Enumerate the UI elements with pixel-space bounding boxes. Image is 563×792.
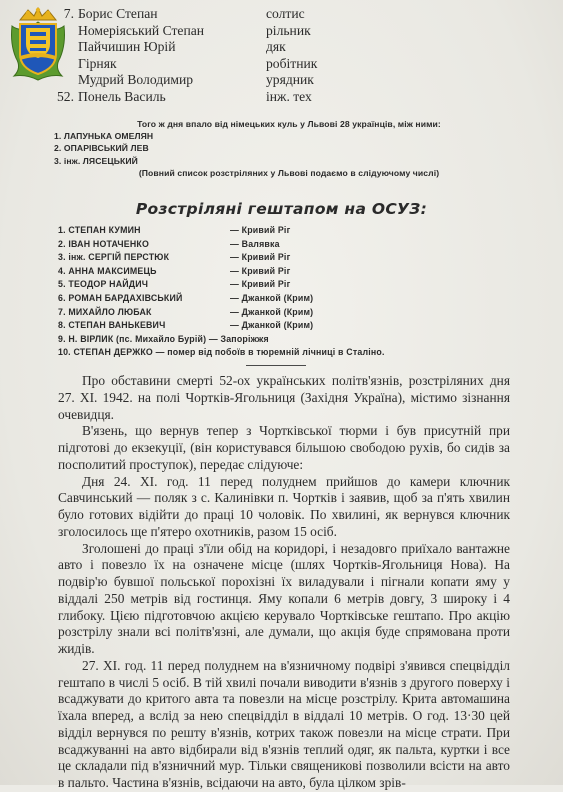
list-item xyxy=(58,278,528,292)
victim-entry: 9. Н. ВІРЛИК (пс. Михайло Бурій) — Запоріжжя xyxy=(58,333,269,344)
person-name: Мудрий Володимир xyxy=(78,72,194,88)
section-divider xyxy=(246,365,306,366)
list-item xyxy=(58,251,528,265)
victim-name: 7. МИХАЙЛО ЛЮБАК xyxy=(58,306,152,317)
list-item xyxy=(36,89,376,106)
victim-entry: 10. СТЕПАН ДЕРЖКО — помер від побоїв в тюремній лічниці в Сталіно. xyxy=(58,347,385,358)
list-item xyxy=(58,238,528,252)
section-heading: Розстріляні гештапом на ОСУЗ: xyxy=(135,200,428,218)
list-item xyxy=(36,6,376,23)
list-item xyxy=(58,306,528,320)
person-name: Номеріяський Степан xyxy=(78,22,205,38)
list-item: 3. інж. ЛЯСЕЦЬКИЙ xyxy=(54,155,138,166)
list-item xyxy=(58,346,528,360)
victim-name: 1. СТЕПАН КУМИН xyxy=(58,225,141,235)
lviv-victims-block xyxy=(54,118,524,179)
person-name: Борис Степан xyxy=(78,6,158,21)
list-item xyxy=(36,56,376,73)
victim-place: — Кривий Ріг xyxy=(230,279,291,290)
list-item xyxy=(58,265,528,279)
paragraph: Про обставини смерті 52-ох українських політв'язнів, розстріляних дня 27. XI. 1942. на полі Чортків-Ягольниця (Західня Україна), містимо зізнання очевидця. xyxy=(58,373,510,422)
list-item: 1. ЛАПУНЬКА ОМЕЛЯН xyxy=(54,131,154,142)
list-item xyxy=(58,224,528,238)
article-body xyxy=(58,373,510,792)
paragraph: Зголошені до праці з'їли обід на коридорі, і незадовго приїхало вантажне авто і повезло їх на означене місце (шлях Чортків-Ягольниця Нова). На подвір'ю бувшої польської порохізні їх виладували і пігнали копати яму у віддалі 250 метрів від гостинця. Яму копали 6 метрів довгу, 3 широку і 4 глибоку. Цією підготовчою акцією керувало Чортківське гештапо. Про акцію розстрілу знали всі політв'язні, але думали, що акція буде спрямована проти жидів. xyxy=(58,540,510,656)
victim-name: 2. ІВАН НОТАЧЕНКО xyxy=(58,238,149,249)
victim-place: — Джанкой (Крим) xyxy=(230,306,314,317)
person-role: урядник xyxy=(266,72,314,88)
person-name: Гірняк xyxy=(78,55,117,71)
row-number: 52. xyxy=(57,88,74,104)
victim-place: — Кривий Ріг xyxy=(230,225,291,235)
person-role: солтис xyxy=(266,6,305,21)
person-role: інж. тех xyxy=(266,88,312,104)
lviv-intro: Того ж дня впало від німецьких куль у Львові 28 українців, між ними: xyxy=(137,119,441,129)
person-role: дяк xyxy=(266,39,286,55)
victim-place: — Валявка xyxy=(230,238,280,249)
list-item xyxy=(58,292,528,306)
victim-name: 8. СТЕПАН ВАНЬКЕВИЧ xyxy=(58,320,166,331)
person-role: робітник xyxy=(266,55,318,71)
list-item xyxy=(36,23,376,40)
gestapo-victims-list xyxy=(58,224,528,360)
victim-place: — Джанкой (Крим) xyxy=(230,292,314,303)
list-item xyxy=(58,319,528,333)
paragraph: 27. XI. год. 11 перед полуднем на в'язничному подвірі з'явився спецвідділ гештапо в числі 5 осіб. В тій хвилі почали виводити в'язнів з другого поверху і всаджувати до критого авта та повезли на місце розстрілу. Крита автомашина їхала вперед, а вслід за нею спецвідділ в віддалі 10 метрів. О год. 13·30 цей відділ вернувся по решту в'язнів, котрих також повезли на місце страти. При всаджуванні на авто відбирали від в'язнів теплий одяг, як пальта, куртки і все це складали під в'язничний мур. Тільки священикові позволили всісти на авто в пальто. Частина в'язнів, всідаючи на авто, була цілком зрів- xyxy=(58,657,510,790)
victim-name: 3. інж. СЕРГІЙ ПЕРСТЮК xyxy=(58,252,170,263)
lviv-note: (Повний список розстріляних у Львові подаємо в слідуючому числі) xyxy=(138,167,440,178)
victim-place: — Кривий Ріг xyxy=(230,252,291,263)
top-name-list xyxy=(36,6,376,106)
person-name: Понель Василь xyxy=(78,88,166,104)
paragraph: В'язень, що вернув тепер з Чортківської тюрми і був присутній при підготові до екзекуції, (він користувався більшою свободою рухів, бо сидів за посполитий проступок), передає слідуюче: xyxy=(58,423,510,472)
person-name: Пайчишин Юрій xyxy=(78,39,176,55)
row-number: 7. xyxy=(63,6,74,21)
victim-place: — Кривий Ріг xyxy=(230,265,291,276)
list-item xyxy=(36,72,376,89)
list-item xyxy=(36,39,376,56)
victim-name: 4. АННА МАКСИМЕЦЬ xyxy=(58,265,157,276)
victim-name: 5. ТЕОДОР НАЙДИЧ xyxy=(58,279,149,290)
list-item: 2. ОПАРІВСЬКИЙ ЛЕВ xyxy=(54,143,149,154)
person-role: рільник xyxy=(266,22,311,38)
victim-name: 6. РОМАН БАРДАХІВСЬКИЙ xyxy=(58,292,183,303)
paragraph: Дня 24. XI. год. 11 перед полуднем прийшов до камери ключник Савчинський — поляк з с. Калинівки п. Чортків і заявив, щоб за п'ять хвилин було готових відійти до праці 10 чоловік. По хвилині, як вернувся ключник зголосилось ще п'ятеро охотників, разом 15 осіб. xyxy=(58,473,510,539)
victim-place: — Джанкой (Крим) xyxy=(230,320,314,331)
list-item xyxy=(58,333,528,347)
